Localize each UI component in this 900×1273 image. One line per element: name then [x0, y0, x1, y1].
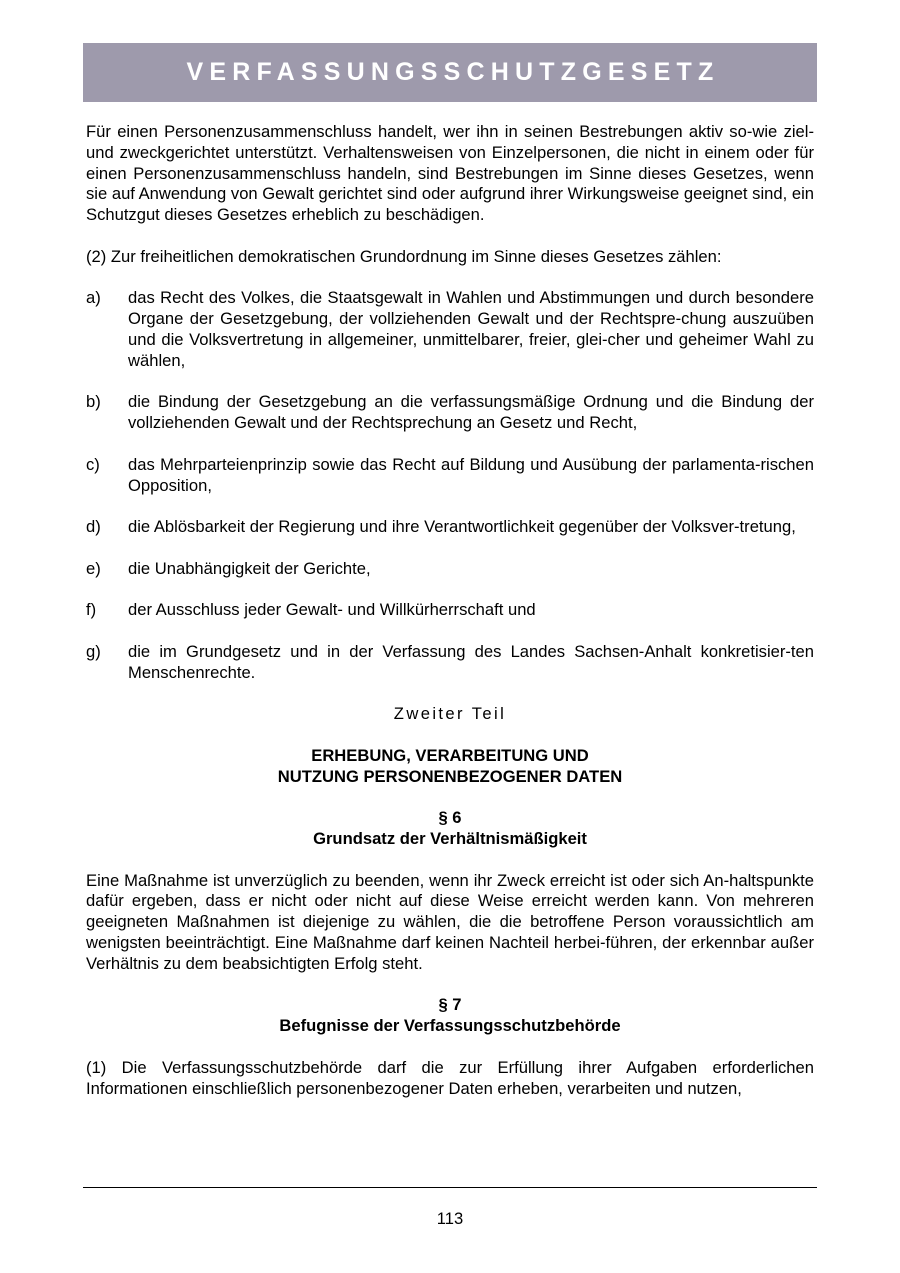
list-item: [86, 455, 814, 497]
section-6-text: Eine Maßnahme ist unverzüglich zu beenden, wenn ihr Zweck erreicht ist oder sich An-haltspunkte dafür ergeben, dass er nicht oder nicht auf diese Weise erreicht werden kann. Von mehreren geeigneten Maßnahmen ist diejenige zu wählen, die die betroffene Person voraussichtlich am wenigsten beeinträchtigt. Eine Maßnahme darf keinen Nachteil herbei-führen, der erkennbar außer Verhältnis zu dem beabsichtigten Erfolg steht.: [86, 870, 814, 973]
part-heading-line-1: ERHEBUNG, VERARBEITUNG UND: [311, 745, 589, 765]
part-title: Zweiter Teil: [393, 704, 507, 724]
list-item-text: die Bindung der Gesetzgebung an die verfassungsmäßige Ordnung und die Bindung der vollziehenden Gewalt und der Rechtsprechung an Gesetz und Recht,: [128, 392, 814, 433]
footer-divider: [83, 1187, 817, 1188]
page-number: 113: [436, 1209, 464, 1228]
list-item-text: die Unabhängigkeit der Gerichte,: [128, 558, 371, 578]
section-7-text: (1) Die Verfassungsschutzbehörde darf die zur Erfüllung ihrer Aufgaben erforderlichen Informationen einschließlich personenbezogener Daten erheben, verarbeiten und nutzen,: [86, 1057, 814, 1098]
section-7-title: Befugnisse der Verfassungsschutzbehörde: [279, 1016, 621, 1036]
document-title: VERFASSUNGSSCHUTZGESETZ: [186, 58, 720, 86]
section-7-heading: [86, 995, 814, 1037]
list-item: [86, 288, 814, 371]
page-content: [86, 122, 814, 1120]
list-item-label: c): [86, 454, 100, 474]
list-item-text: der Ausschluss jeder Gewalt- und Willkürherrschaft und: [128, 600, 536, 620]
list-item-label: b): [86, 392, 101, 412]
list-item-label: f): [86, 600, 97, 620]
intro-paragraph: Für einen Personenzusammenschluss handelt, wer ihn in seinen Bestrebungen aktiv so-wie ziel- und zweckgerichtet unterstützt. Verhaltensweisen von Einzelpersonen, die nicht in einem oder für einen Personenzusammenschluss handeln, sind Bestrebungen im Sinne dieses Gesetzes, wenn sie auf Anwendung von Gewalt gerichtet sind oder aufgrund ihrer Wirkungsweise geeignet sind, ein Schutzgut dieses Gesetzes erheblich zu beschädigen.: [86, 122, 814, 225]
list-item-text: die im Grundgesetz und in der Verfassung des Landes Sachsen-Anhalt konkretisier-ten Menschenrechte.: [128, 641, 814, 682]
section-6-title: Grundsatz der Verhältnismäßigkeit: [313, 829, 587, 849]
list-item-label: g): [86, 641, 101, 661]
list-item: [86, 517, 814, 538]
list-item-text: das Recht des Volkes, die Staatsgewalt in Wahlen und Abstimmungen und durch besondere Organe der Gesetzgebung, der vollziehenden Gewalt und der Rechtspre-chung auszuüben und die Volksvertretung in allgemeiner, unmittelbarer, freier, glei-cher und geheimer Wahl zu wählen,: [128, 288, 814, 370]
section-6-heading: [86, 808, 814, 850]
list-item-label: e): [86, 558, 101, 578]
part-heading-line-2: NUTZUNG PERSONENBEZOGENER DATEN: [277, 766, 623, 786]
section-6-number: § 6: [438, 808, 462, 828]
header-bar: [83, 43, 817, 102]
list-item-label: d): [86, 517, 101, 537]
list-item: [86, 392, 814, 434]
list-item: [86, 600, 814, 621]
list-item-text: die Ablösbarkeit der Regierung und ihre Verantwortlichkeit gegenüber der Volksver-tretung,: [128, 517, 796, 537]
list-item-label: a): [86, 288, 101, 308]
section-2-lead: (2) Zur freiheitlichen demokratischen Grundordnung im Sinne dieses Gesetzes zählen:: [86, 246, 722, 266]
list-item-text: das Mehrparteienprinzip sowie das Recht auf Bildung und Ausübung der parlamenta-rischen Opposition,: [128, 454, 814, 495]
section-7-number: § 7: [438, 995, 462, 1015]
part-heading: [86, 746, 814, 788]
list-item: [86, 559, 814, 580]
list-item: [86, 642, 814, 684]
